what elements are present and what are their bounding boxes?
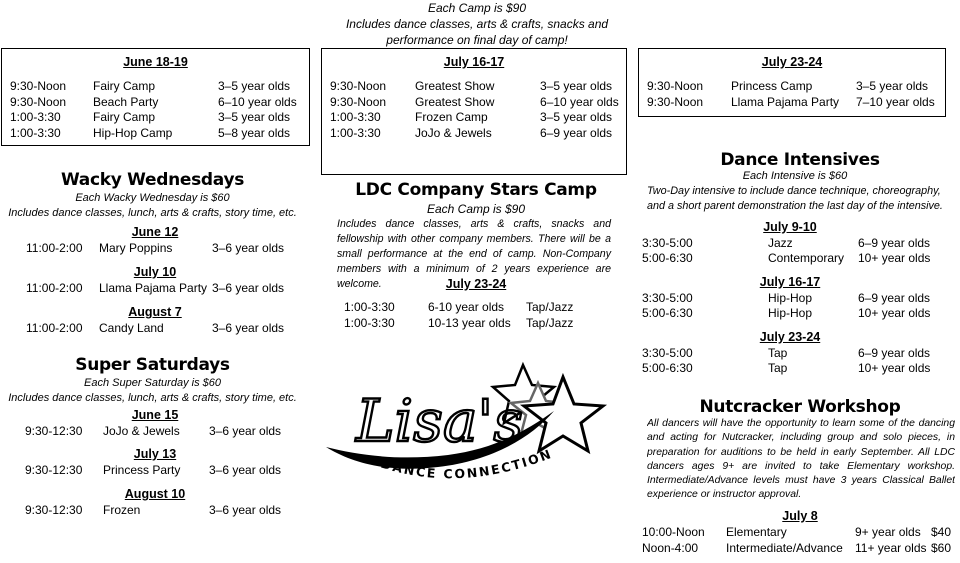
row-age: 10+ year olds xyxy=(858,251,931,265)
row-time: 9:30-Noon xyxy=(330,79,387,93)
row-age: 10+ year olds xyxy=(858,306,931,320)
saturday-date-heading: August 10 xyxy=(124,487,186,501)
row-style: Hip-Hop xyxy=(768,306,813,320)
camp-includes-text: Includes dance classes, arts & crafts, snacks and xyxy=(345,17,609,31)
camp-date-heading: July 23-24 xyxy=(761,55,823,69)
row-time: 3:30-5:00 xyxy=(642,346,693,360)
intensive-row xyxy=(642,251,942,266)
company-price-text: Each Camp is $90 xyxy=(426,202,526,216)
camp-row xyxy=(330,95,625,110)
company-description: Includes dance classes, arts & crafts, snacks and fellowship with other company members. There will be a small performance at the end of camp. Non-Company members with a minimum of 2 years experience are welcome. xyxy=(337,218,611,290)
row-time: 9:30-Noon xyxy=(10,95,67,109)
camp-row xyxy=(330,79,625,94)
row-class: Greatest Show xyxy=(415,79,495,93)
saturday-date-heading: July 13 xyxy=(133,447,177,461)
row-time: 9:30-Noon xyxy=(647,95,704,109)
row-age: 10-13 year olds xyxy=(428,316,511,330)
row-class: Princess Camp xyxy=(731,79,813,93)
row-time: 10:00-Noon xyxy=(642,525,705,539)
row-time: Noon-4:00 xyxy=(642,541,699,555)
row-class: JoJo & Jewels xyxy=(415,126,492,140)
row-time: 3:30-5:00 xyxy=(642,291,693,305)
nutcracker-date-heading: July 8 xyxy=(782,509,818,523)
camp-includes-text-2: performance on final day of camp! xyxy=(386,33,568,47)
row-age: 6–9 year olds xyxy=(858,346,931,360)
wacky-session-row xyxy=(26,281,306,296)
wacky-includes-text: Includes dance classes, lunch, arts & crafts, story time, etc. xyxy=(8,207,297,219)
row-time: 9:30-12:30 xyxy=(25,424,83,438)
intensive-row xyxy=(642,361,942,376)
row-class: Fairy Camp xyxy=(93,79,156,93)
logo-tagline: DANCE CONNECTION xyxy=(379,445,555,482)
row-class: Greatest Show xyxy=(415,95,495,109)
wacky-date-heading: June 12 xyxy=(131,225,179,239)
row-age: 3–5 year olds xyxy=(856,79,929,93)
camp-row xyxy=(10,79,305,94)
intensives-price-text: Each Intensive is $60 xyxy=(742,170,848,182)
row-level: Elementary xyxy=(726,525,787,539)
nutcracker-row xyxy=(642,541,958,556)
row-time: 1:00-3:30 xyxy=(10,126,61,140)
row-time: 9:30-Noon xyxy=(10,79,67,93)
intensive-row xyxy=(642,306,942,321)
row-class: Hip-Hop Camp xyxy=(93,126,173,140)
row-style: Tap xyxy=(768,361,788,375)
row-style: Tap xyxy=(768,346,788,360)
row-style: Tap/Jazz xyxy=(526,316,574,330)
saturday-session-row xyxy=(25,424,305,439)
camp-box-june-18-19 xyxy=(1,48,310,146)
saturdays-price-text: Each Super Saturday is $60 xyxy=(84,377,221,389)
row-style: Tap/Jazz xyxy=(526,300,574,314)
row-age: 6–9 year olds xyxy=(540,126,613,140)
row-age: 3–5 year olds xyxy=(218,79,291,93)
row-age: 5–8 year olds xyxy=(218,126,291,140)
row-class: Frozen xyxy=(103,503,141,517)
row-age: 3–6 year olds xyxy=(209,503,282,517)
row-time: 1:00-3:30 xyxy=(344,300,395,314)
row-class: Fairy Camp xyxy=(93,110,156,124)
row-age: 9+ year olds xyxy=(855,525,921,539)
row-time: 5:00-6:30 xyxy=(642,361,693,375)
row-age: 3–6 year olds xyxy=(209,463,282,477)
row-time: 9:30-12:30 xyxy=(25,463,83,477)
row-age: 3–5 year olds xyxy=(540,79,613,93)
row-class: Frozen Camp xyxy=(415,110,488,124)
row-age: 11+ year olds xyxy=(855,541,927,555)
row-age: 10+ year olds xyxy=(858,361,931,375)
row-age: 7–10 year olds xyxy=(856,95,935,109)
row-age: 6–9 year olds xyxy=(858,291,931,305)
saturday-session-row xyxy=(25,463,305,478)
wacky-date-heading: August 7 xyxy=(128,305,182,319)
camp-row xyxy=(10,126,305,141)
logo-script-text: Lisa's xyxy=(356,387,524,455)
row-time: 9:30-12:30 xyxy=(25,503,83,517)
row-age: 3–5 year olds xyxy=(218,110,291,124)
row-time: 11:00-2:00 xyxy=(26,241,83,255)
nutcracker-row xyxy=(642,525,958,540)
wacky-session-row xyxy=(26,241,306,256)
camp-box-july-23-24 xyxy=(638,48,946,117)
camp-row xyxy=(10,95,305,110)
row-class: Mary Poppins xyxy=(99,241,173,255)
row-class: Candy Land xyxy=(99,321,164,335)
wacky-price-text: Each Wacky Wednesday is $60 xyxy=(75,192,230,204)
row-age: 3–6 year olds xyxy=(209,424,282,438)
saturday-date-heading: June 15 xyxy=(131,408,179,422)
camp-row xyxy=(330,110,625,125)
intensive-row xyxy=(642,236,942,251)
wacky-wednesdays-title: Wacky Wednesdays xyxy=(60,170,245,190)
dance-intensives-title: Dance Intensives xyxy=(720,150,880,170)
saturdays-includes-text: Includes dance classes, lunch, arts & crafts, story time, etc. xyxy=(8,392,297,404)
camp-row xyxy=(647,79,942,94)
row-time: 9:30-Noon xyxy=(647,79,704,93)
row-time: 3:30-5:00 xyxy=(642,236,693,250)
company-date-heading: July 23-24 xyxy=(445,277,507,291)
row-time: 5:00-6:30 xyxy=(642,306,693,320)
camp-row xyxy=(330,126,625,141)
row-age: 6–9 year olds xyxy=(858,236,931,250)
intensive-row xyxy=(642,346,942,361)
intensives-description: Two-Day intensive to include dance technique, choreography, xyxy=(647,185,941,197)
row-time: 11:00-2:00 xyxy=(26,321,83,335)
wacky-date-heading: July 10 xyxy=(133,265,177,279)
super-saturdays-title: Super Saturdays xyxy=(75,355,230,375)
row-time: 11:00-2:00 xyxy=(26,281,83,295)
row-age: 6–10 year olds xyxy=(218,95,297,109)
row-class: Llama Pajama Party xyxy=(99,281,208,295)
row-time: 1:00-3:30 xyxy=(344,316,395,330)
camp-intro xyxy=(320,0,634,48)
camp-row xyxy=(10,110,305,125)
camp-row xyxy=(647,95,942,110)
camp-box-july-16-17 xyxy=(321,48,627,175)
row-time: 1:00-3:30 xyxy=(10,110,61,124)
row-style: Jazz xyxy=(768,236,793,250)
row-time: 5:00-6:30 xyxy=(642,251,693,265)
row-age: 3–6 year olds xyxy=(212,241,285,255)
row-price: $40 xyxy=(931,525,952,539)
intensive-date-heading: July 9-10 xyxy=(763,220,817,234)
row-time: 1:00-3:30 xyxy=(330,110,381,124)
row-level: Intermediate/Advance xyxy=(726,541,843,555)
row-class: Princess Party xyxy=(103,463,181,477)
company-camp-title: LDC Company Stars Camp xyxy=(355,180,597,200)
intensive-date-heading: July 16-17 xyxy=(759,275,821,289)
row-age: 3–6 year olds xyxy=(212,321,285,335)
nutcracker-description: All dancers will have the opportunity to learn some of the dancing and acting for Nutcracker, including group and solo pieces, in preparation for auditions to be held in early September. All LDC dancers ages 9+ are invited to take Elementary workshop. Intermediate/Advance levels must have 3 years Classical Ballet experience or instructor approval. xyxy=(647,418,955,501)
row-class: JoJo & Jewels xyxy=(103,424,180,438)
wacky-session-row xyxy=(26,321,306,336)
row-age: 3–6 year olds xyxy=(212,281,285,295)
row-age: 6–10 year olds xyxy=(540,95,619,109)
row-time: 9:30-Noon xyxy=(330,95,387,109)
camp-date-heading: June 18-19 xyxy=(123,55,188,69)
row-age: 3–5 year olds xyxy=(540,110,613,124)
intensive-row xyxy=(642,291,942,306)
row-price: $60 xyxy=(931,541,952,555)
company-row xyxy=(344,316,604,331)
row-age: 6-10 year olds xyxy=(428,300,505,314)
company-row xyxy=(344,300,604,315)
row-style: Hip-Hop xyxy=(768,291,813,305)
saturday-session-row xyxy=(25,503,305,518)
intensive-date-heading: July 23-24 xyxy=(759,330,821,344)
nutcracker-title: Nutcracker Workshop xyxy=(699,397,901,417)
row-time: 1:00-3:30 xyxy=(330,126,381,140)
lisas-dance-connection-logo xyxy=(318,355,618,500)
row-style: Contemporary xyxy=(768,251,845,265)
camp-date-heading: July 16-17 xyxy=(443,55,505,69)
camp-price-text: Each Camp is $90 xyxy=(427,1,527,15)
row-class: Beach Party xyxy=(93,95,159,109)
row-class: Llama Pajama Party xyxy=(731,95,840,109)
intensives-description-2: and a short parent demonstration the last day of the intensive. xyxy=(647,200,943,212)
